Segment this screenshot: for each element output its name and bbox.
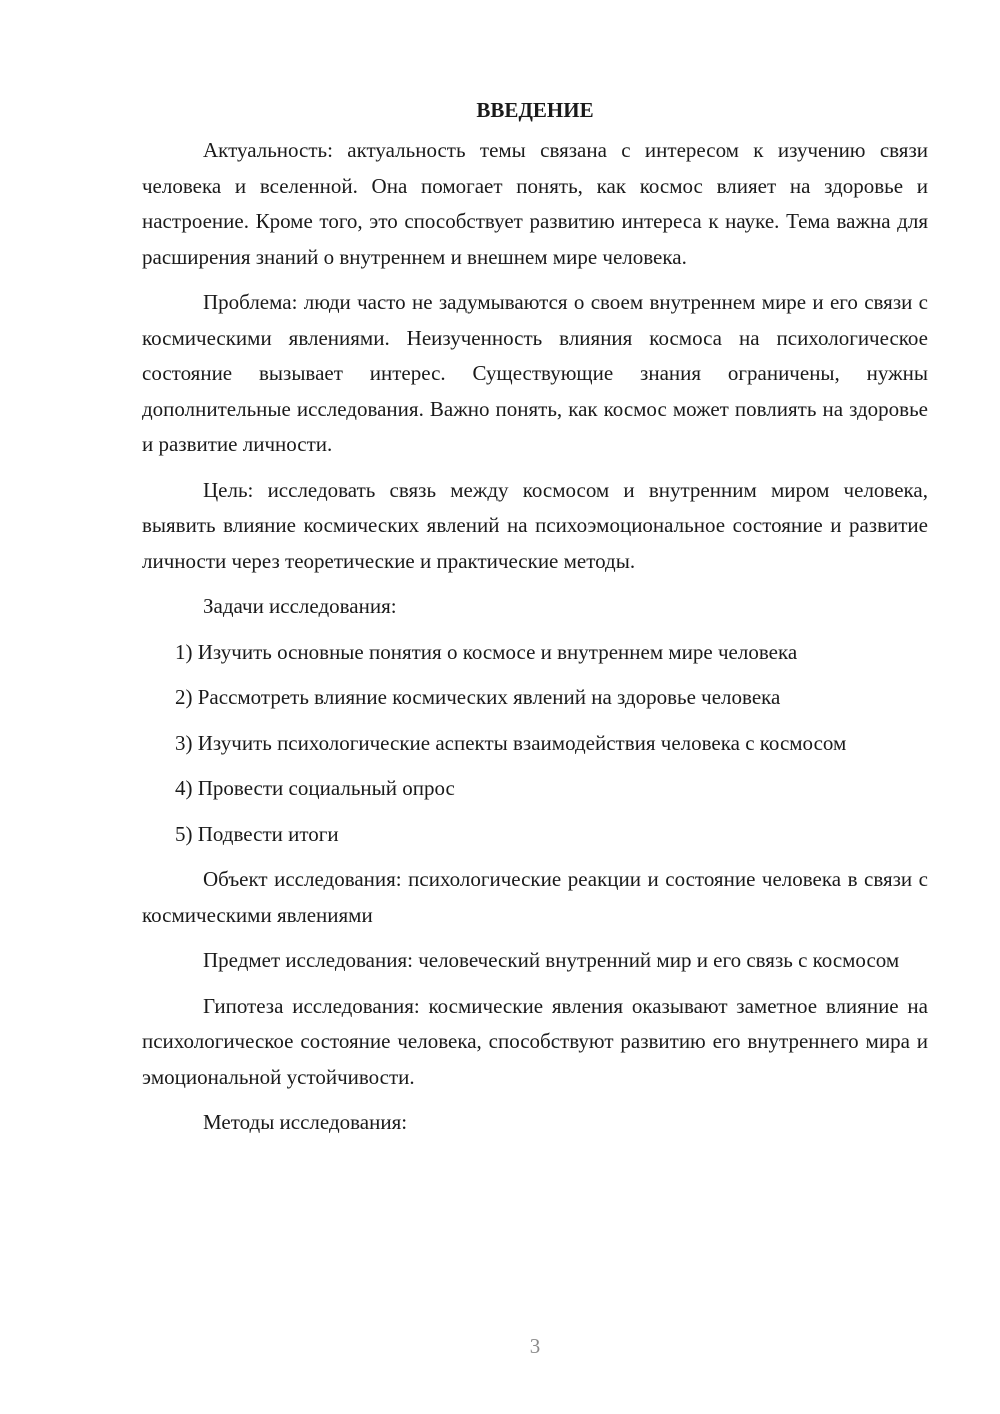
paragraph-relevance: Актуальность: актуальность темы связана с интересом к изучению связи человека и вселенной. Она помогает понять, как космос влияет на здоровье и настроение. Кроме того, это способствует развитию интереса к науке. Тема важна для расширения знаний о внутреннем и внешнем мире человека.: [142, 138, 928, 269]
paragraph-object: Объект исследования: психологические реакции и состояние человека в связи с космическими явлениями: [142, 867, 928, 927]
paragraph-tasks-heading: Задачи исследования:: [203, 594, 397, 618]
document-page: [142, 92, 928, 1151]
paragraph-goal: Цель: исследовать связь между космосом и внутренним миром человека, выявить влияние космических явлений на психоэмоциональное состояние и развитие личности через теоретические и практические методы.: [142, 477, 928, 573]
list-item: 1) Изучить основные понятия о космосе и внутреннем мире человека: [175, 639, 798, 664]
paragraph-hypothesis: Гипотеза исследования: космические явления оказывают заметное влияние на психологическое состояние человека, способствуют развитию его внутреннего мира и эмоциональной устойчивости.: [142, 993, 928, 1089]
paragraph-methods: Методы исследования:: [203, 1110, 408, 1134]
list-item: 4) Провести социальный опрос: [175, 776, 455, 800]
list-item: 5) Подвести итоги: [175, 821, 339, 846]
paragraph-subject: Предмет исследования: человеческий внутренний мир и его связь с космосом: [203, 948, 900, 972]
list-item: 2) Рассмотреть влияние космических явлений на здоровье человека: [175, 685, 781, 709]
page-number: 3: [529, 1334, 541, 1358]
list-item: 3) Изучить психологические аспекты взаимодействия человека с космосом: [175, 730, 847, 755]
page-title: ВВЕДЕНИЕ: [476, 98, 594, 122]
paragraph-problem: Проблема: люди часто не задумываются о своем внутреннем мире и его связи с космическими явлениями. Неизученность влияния космоса на психологическое состояние вызывает интерес. Существующие знания ограничены, нужны дополнительные исследования. Важно понять, как космос может повлиять на здоровье и развитие личности.: [142, 290, 928, 456]
